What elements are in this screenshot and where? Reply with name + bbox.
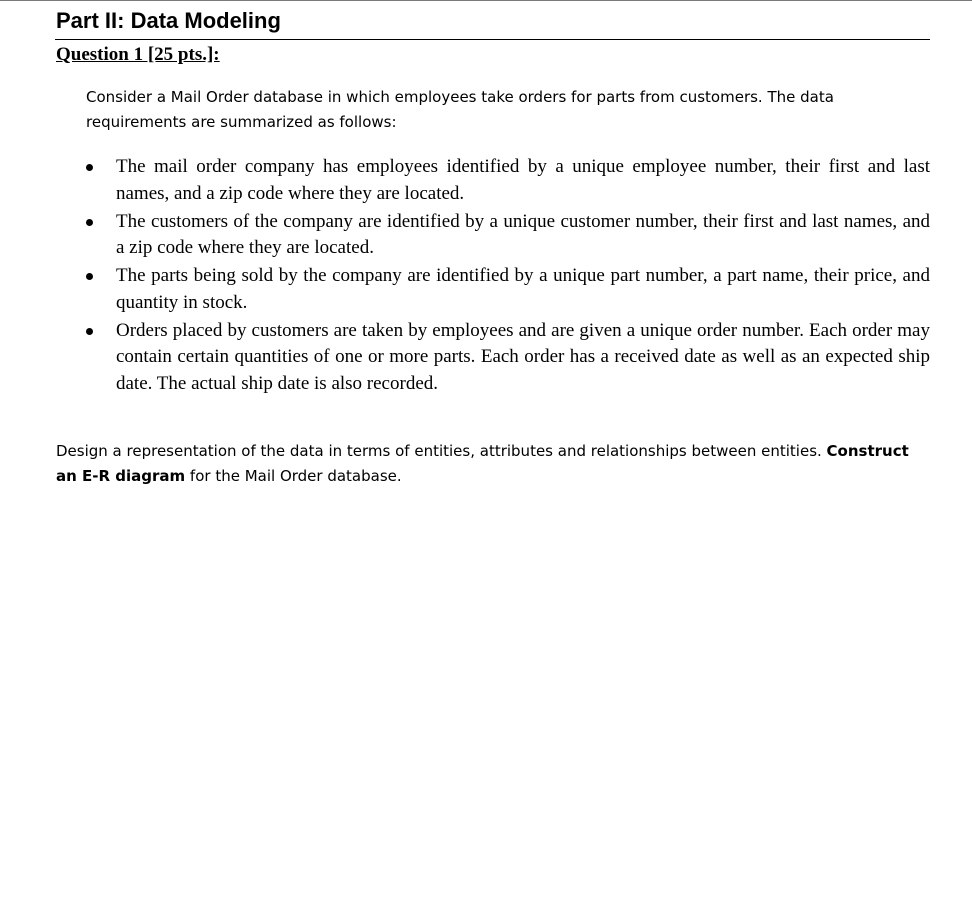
task-text: Design a representation of the data in terms of entities, attributes and relationships between entities. bbox=[56, 442, 827, 460]
intro-paragraph: Consider a Mail Order database in which employees take orders for parts from customers. The data requirements are summarized as follows: bbox=[86, 88, 834, 131]
requirements-list bbox=[86, 154, 930, 399]
task-emphasis: Construct an E-R diagram bbox=[56, 442, 909, 485]
title-rule bbox=[55, 39, 930, 40]
list-item bbox=[86, 318, 930, 398]
part-title: Part II: Data Modeling bbox=[56, 8, 281, 33]
requirement-text: The parts being sold by the company are identified by a unique part number, a part name, their price, and quantity in stock. bbox=[116, 265, 930, 313]
bullet-icon bbox=[86, 164, 93, 171]
requirement-text: Orders placed by customers are taken by employees and are given a unique order number. Each order may contain certain quantities of one or more parts. Each order has a received date as well as an expected ship date. The actual ship date is also recorded. bbox=[116, 319, 930, 394]
question-title: Question 1 [25 pts.]: bbox=[56, 44, 220, 65]
list-item bbox=[86, 263, 930, 316]
top-rule bbox=[0, 0, 972, 1]
bullet-icon bbox=[86, 328, 93, 335]
bullet-icon bbox=[86, 273, 93, 280]
requirement-text: The customers of the company are identified by a unique customer number, their first and last names, and a zip code where they are located. bbox=[116, 210, 930, 258]
task-text-end: for the Mail Order database. bbox=[185, 467, 402, 485]
task-paragraph bbox=[56, 439, 926, 489]
requirement-text: The mail order company has employees identified by a unique employee number, their first and last names, and a zip code where they are located. bbox=[116, 156, 930, 204]
list-item bbox=[86, 209, 930, 262]
bullet-icon bbox=[86, 219, 93, 226]
list-item bbox=[86, 154, 930, 207]
